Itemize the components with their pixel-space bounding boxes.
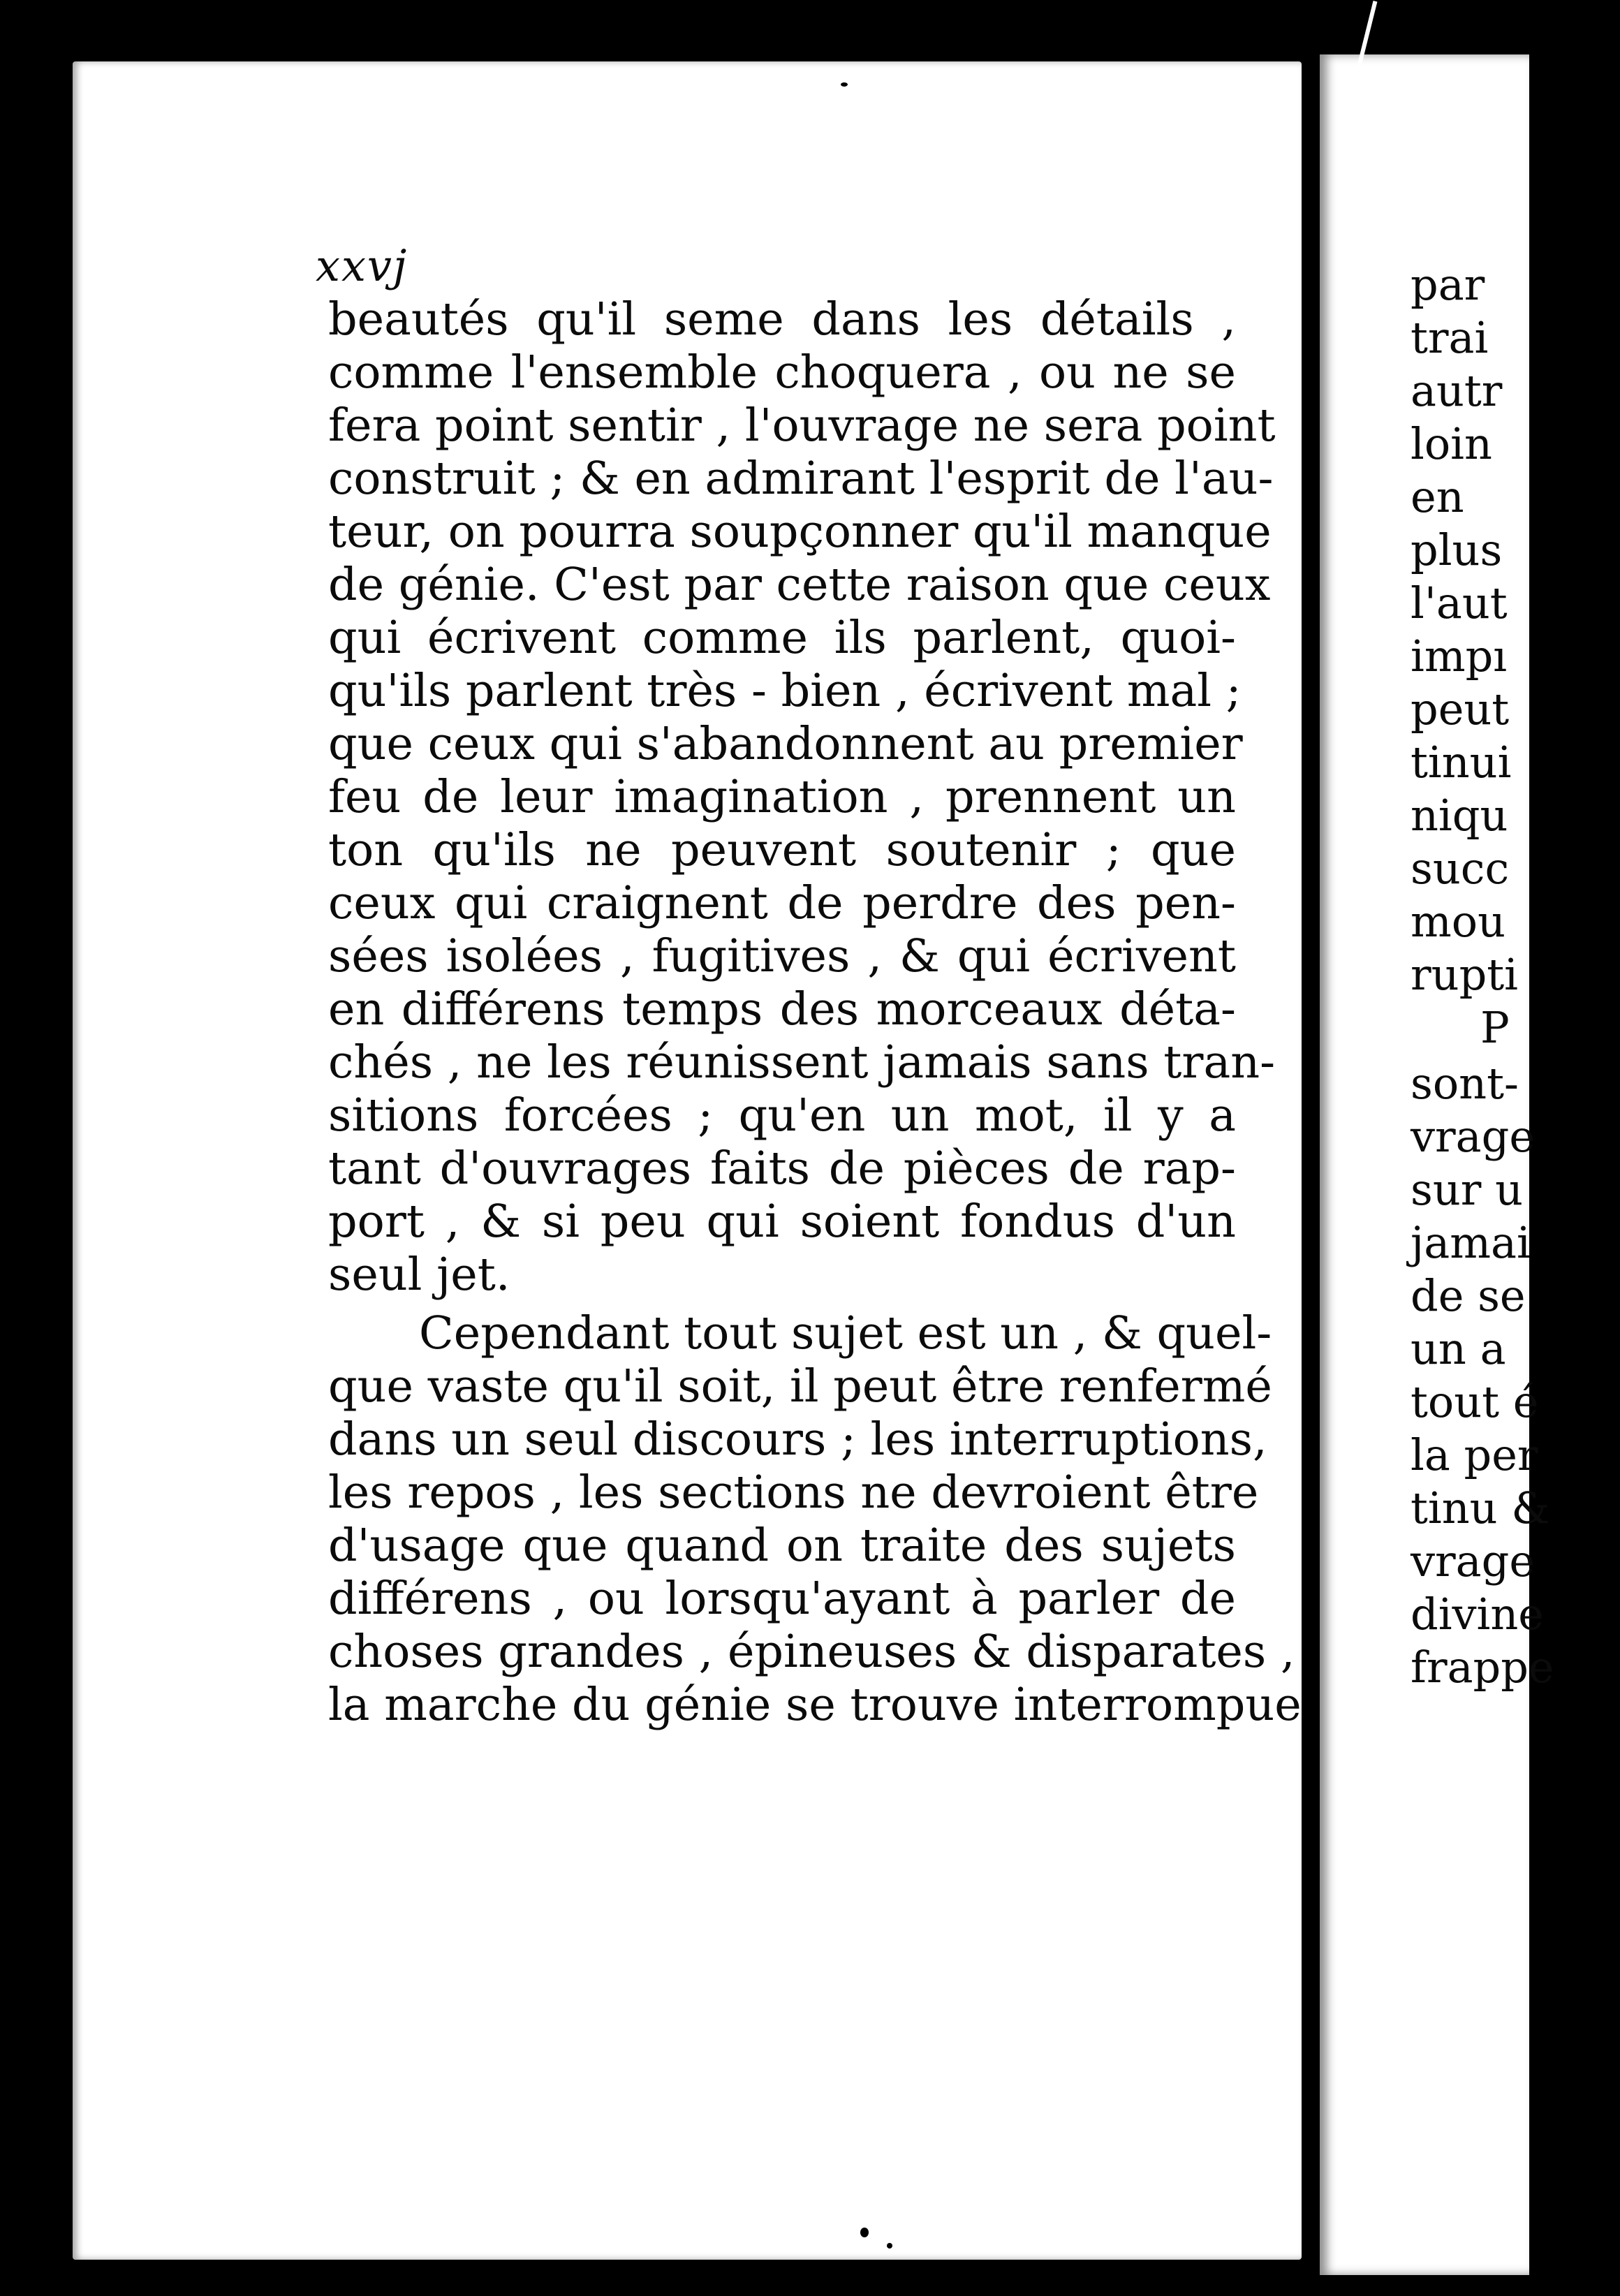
right-text-line: un a	[1411, 1323, 1506, 1374]
right-text-line: vrage	[1411, 1111, 1536, 1162]
right-text-line: vrage	[1411, 1536, 1536, 1587]
text-line: de génie. C'est par cette raison que ceux	[328, 559, 1271, 611]
text-line: chés , ne les réunissent jamais sans tran-	[328, 1036, 1276, 1089]
text-line: sitions forcées ; qu'en un mot, il y a	[328, 1089, 1236, 1142]
text-line: choses grandes , épineuses & disparates ,	[328, 1626, 1295, 1678]
right-text-line: divine	[1411, 1589, 1544, 1640]
right-text-line: l'aut	[1411, 577, 1508, 628]
right-text-line: jamai	[1411, 1217, 1531, 1268]
text-line: construit ; & en admirant l'esprit de l'au-	[328, 452, 1274, 505]
right-text-line: autr	[1411, 365, 1503, 416]
text-line: que ceux qui s'abandonnent au premier	[328, 718, 1243, 770]
text-line: port , & si peu qui soient fondus d'un	[328, 1195, 1236, 1248]
text-line: feu de leur imagination , prennent un	[328, 771, 1236, 823]
right-text-line: tout é	[1411, 1376, 1539, 1427]
text-line: différens , ou lorsqu'ayant à parler de	[328, 1573, 1236, 1625]
text-line: sées isolées , fugitives , & qui écrivent	[328, 930, 1236, 983]
right-text-line: la per	[1411, 1429, 1538, 1480]
right-text-line: en	[1411, 471, 1464, 522]
right-text-line: plus	[1411, 524, 1503, 575]
right-text-line: P	[1480, 1002, 1510, 1053]
text-line: que vaste qu'il soit, il peut être renfermé	[328, 1360, 1272, 1413]
right-text-line: frappe	[1411, 1642, 1554, 1693]
text-line: ceux qui craignent de perdre des pen-	[328, 877, 1236, 929]
right-text-line: tinui	[1411, 737, 1512, 788]
text-line: en différens temps des morceaux déta-	[328, 983, 1236, 1036]
ink-speck	[841, 82, 848, 87]
text-line: la marche du génie se trouve interrompue	[328, 1679, 1302, 1731]
ink-speck	[860, 2228, 869, 2237]
text-line: teur, on pourra soupçonner qu'il manque	[328, 506, 1272, 558]
right-text-line: sur u	[1411, 1164, 1524, 1215]
right-text-line: mou	[1411, 896, 1506, 947]
text-line: qui écrivent comme ils parlent, quoi-	[328, 612, 1236, 664]
text-line: qu'ils parlent très - bien , écrivent mal ;	[328, 665, 1242, 717]
right-text-line: sont-	[1411, 1058, 1519, 1109]
text-line: tant d'ouvrages faits de pièces de rap-	[328, 1142, 1236, 1195]
right-text-line: rupti	[1411, 949, 1519, 1000]
right-text-line: trai	[1411, 312, 1489, 363]
right-text-line: de se	[1411, 1270, 1526, 1321]
text-line: d'usage que quand on traite des sujets	[328, 1519, 1236, 1572]
right-text-line: succ	[1411, 843, 1510, 894]
right-text-line: loin	[1411, 418, 1492, 469]
text-line: beautés qu'il seme dans les détails ,	[328, 293, 1236, 346]
text-line: Cependant tout sujet est un , & quel-	[419, 1307, 1272, 1360]
text-line: dans un seul discours ; les interruptions,	[328, 1413, 1267, 1466]
text-line: seul jet.	[328, 1249, 510, 1301]
right-text-line: tinu &	[1411, 1482, 1550, 1533]
right-text-line: niqu	[1411, 790, 1508, 841]
text-line: les repos , les sections ne devroient être	[328, 1466, 1259, 1519]
text-line: comme l'ensemble choquera , ou ne se	[328, 346, 1236, 399]
right-text-line: par	[1411, 259, 1485, 310]
text-line: ton qu'ils ne peuvent soutenir ; que	[328, 824, 1236, 876]
ink-speck	[887, 2243, 892, 2249]
right-text-line: peut	[1411, 684, 1510, 735]
text-line: fera point sentir , l'ouvrage ne sera point	[328, 399, 1276, 452]
page-number: xxvj	[316, 240, 408, 291]
right-text-line: impı	[1411, 631, 1508, 682]
